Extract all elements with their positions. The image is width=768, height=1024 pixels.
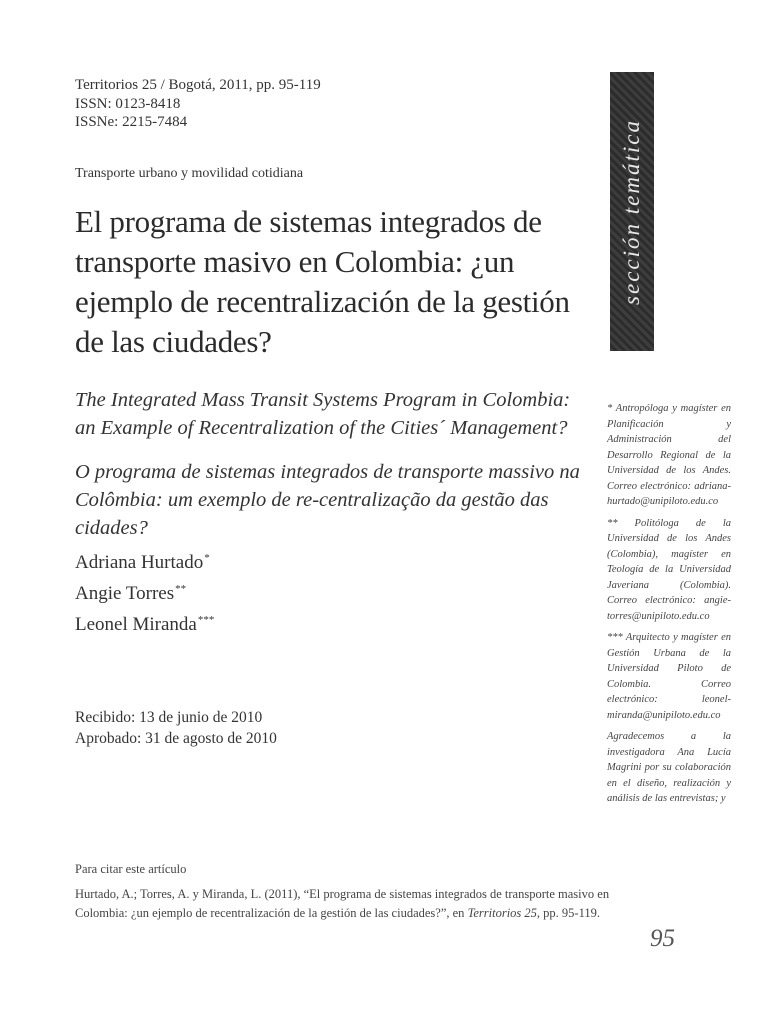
approved-date: Aprobado: 31 de agosto de 2010 <box>75 730 277 747</box>
author-note: ** Politóloga de la Universidad de los Andes (Colombia), magíster en Teología de la Universidad Javeriana (Colombia). Correo electrónico: angie-torres@unipiloto.edu.co <box>607 517 731 622</box>
article-title-english: The Integrated Mass Transit Systems Program in Colombia: an Example of Recentralization of the Cities´ Management? <box>75 389 571 439</box>
received-date: Recibido: 13 de junio de 2010 <box>75 709 263 726</box>
issne: ISSNe: 2215-7484 <box>75 114 188 130</box>
author: Angie Torres** <box>75 583 187 604</box>
citation-text: Hurtado, A.; Torres, A. y Miranda, L. (2011), “El programa de sistemas integrados de transporte masivo en Colombia: ¿un ejemplo de recentralización de la gestión de las ciudades?”, en Territorios 25, pp. 95-119. <box>75 887 610 920</box>
article-title-portuguese: O programa de sistemas integrados de transporte massivo na Colômbia: um exemplo de re-centralização da gestão das cidades? <box>75 461 580 539</box>
issn: ISSN: 0123-8418 <box>75 95 181 112</box>
submission-dates <box>75 707 277 749</box>
journal-header <box>75 76 321 132</box>
author-note: *** Arquitecto y magíster en Gestión Urbana de la Universidad Piloto de Colombia. Correo electrónico: leonel-miranda@unipiloto.edu.co <box>607 632 731 721</box>
acknowledgement-note: Agradecemos a la investigadora Ana Lucía Magrini por su colaboración en el diseño, realización y análisis de las entrevistas; y <box>607 731 731 804</box>
journal-citation: Territorios 25 / Bogotá, 2011, pp. 95-119 <box>75 77 321 93</box>
author-list <box>75 545 214 638</box>
author-note: * Antropóloga y magíster en Planificación y Administración del Desarrollo Regional de la Universidad de los Andes. Correo electrónico: adriana-hurtado@unipiloto.edu.co <box>607 403 731 507</box>
footnote-mark: * <box>204 552 210 564</box>
section-label: Transporte urbano y movilidad cotidiana <box>75 166 304 181</box>
section-band <box>610 72 654 351</box>
author-notes <box>607 401 731 813</box>
footnote-mark: ** <box>175 583 187 595</box>
author: Adriana Hurtado* <box>75 552 210 573</box>
article-title: El programa de sistemas integrados de transporte masivo en Colombia: ¿un ejemplo de recentralización de la gestión de las ciudades? <box>75 204 570 359</box>
footnote-mark: *** <box>197 614 215 626</box>
author: Leonel Miranda*** <box>75 614 215 635</box>
section-band-label: sección temática <box>619 118 644 305</box>
journal-name: Territorios 25 <box>467 905 537 920</box>
cite-label: Para citar este artículo <box>75 862 187 876</box>
page-number: 95 <box>650 925 675 952</box>
